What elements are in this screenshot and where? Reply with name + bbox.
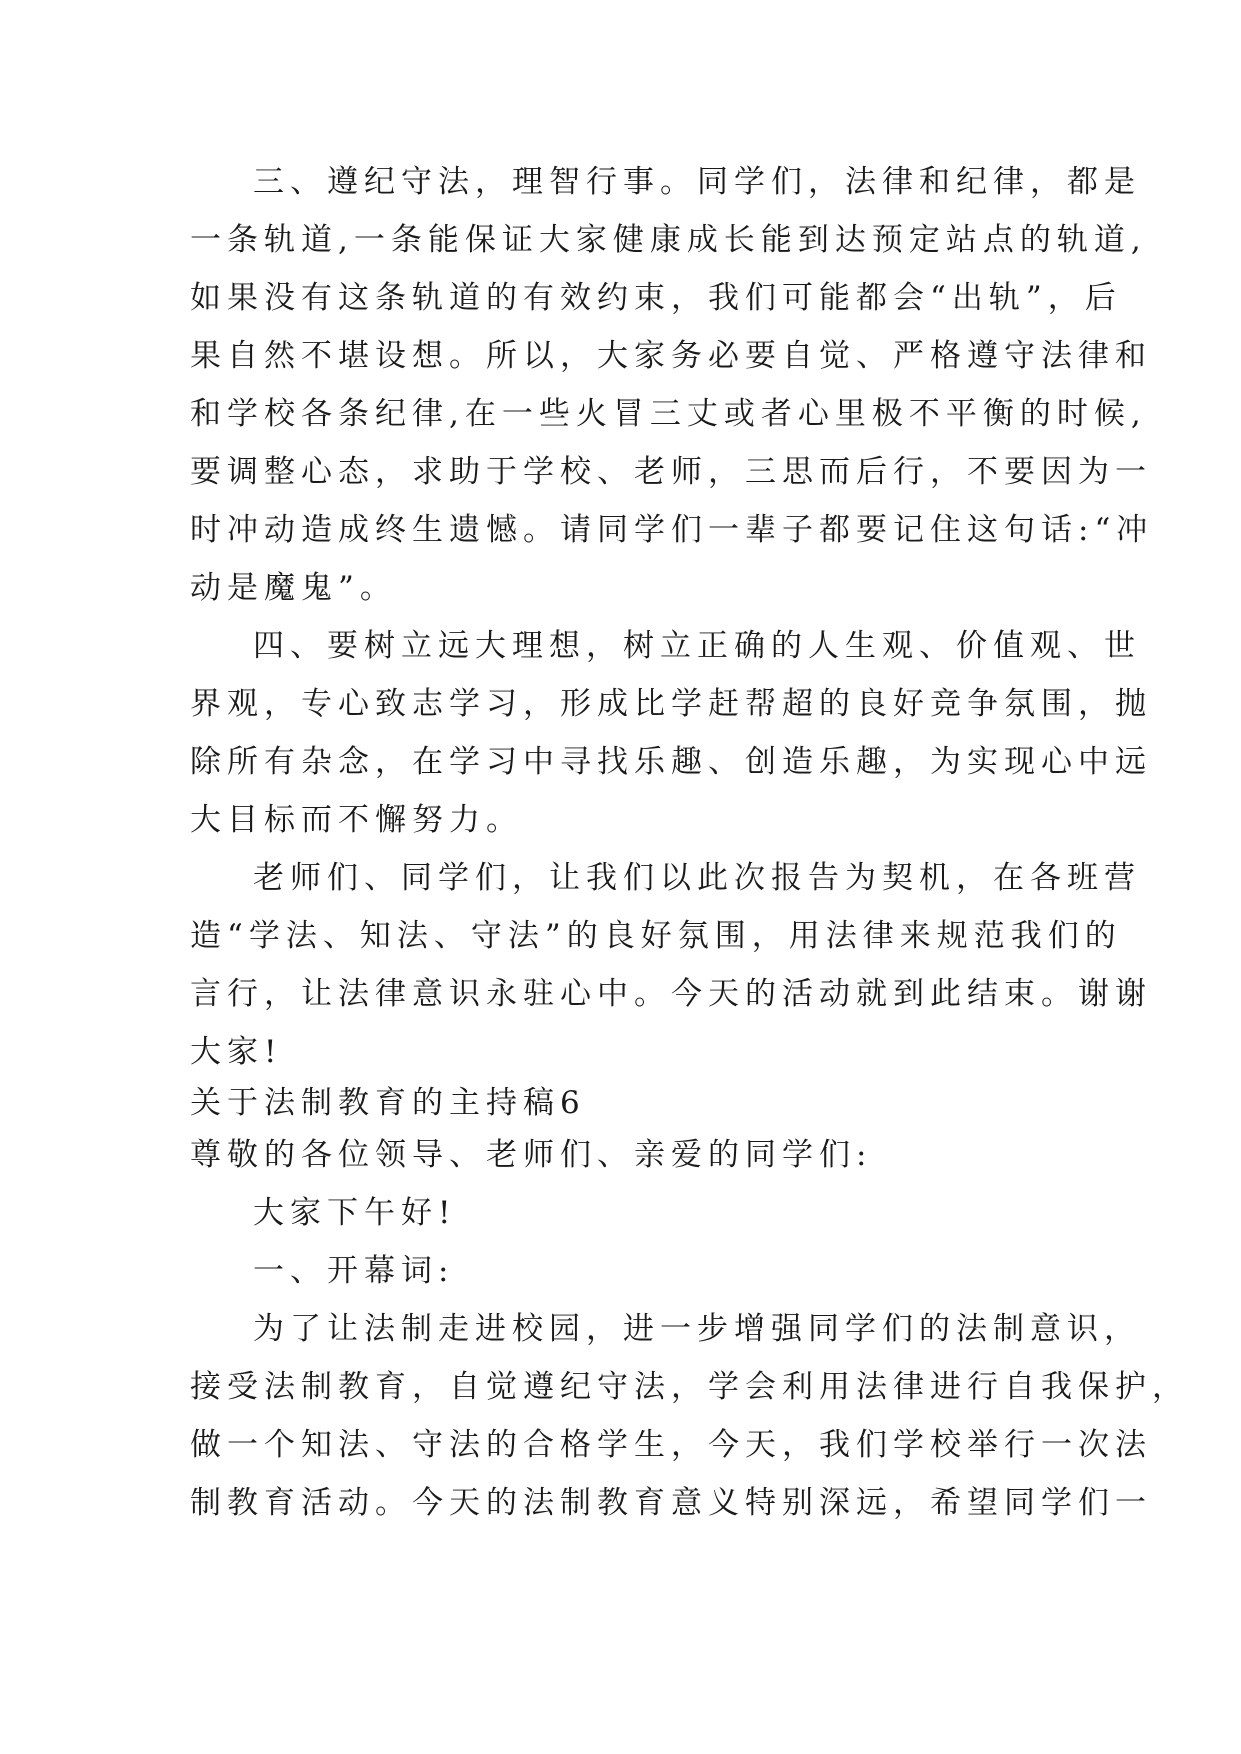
paragraph-line: 老师们、同学们，让我们以此次报告为契机，在各班营 bbox=[253, 860, 1141, 896]
paragraph-line: 大家! bbox=[190, 1034, 283, 1070]
paragraph-line: 果自然不堪设想。所以，大家务必要自觉、严格遵守法律和 bbox=[190, 338, 1152, 374]
paragraph-line: 接受法制教育，自觉遵纪守法，学会利用法律进行自我保护， bbox=[190, 1369, 1189, 1405]
paragraph-line: 三、遵纪守法，理智行事。同学们，法律和纪律，都是 bbox=[253, 164, 1141, 200]
section-heading: 关于法制教育的主持稿6 bbox=[190, 1085, 586, 1121]
paragraph-line: 造“学法、知法、守法”的良好氛围，用法律来规范我们的 bbox=[190, 918, 1122, 954]
paragraph-line: 时冲动造成终生遗憾。请同学们一辈子都要记住这句话:“冲 bbox=[190, 512, 1154, 548]
paragraph-line: 言行，让法律意识永驻心中。今天的活动就到此结束。谢谢 bbox=[190, 976, 1152, 1012]
paragraph-line: 除所有杂念，在学习中寻找乐趣、创造乐趣，为实现心中远 bbox=[190, 744, 1152, 780]
paragraph-line: 如果没有这条轨道的有效约束，我们可能都会“出轨”，后 bbox=[190, 280, 1122, 316]
paragraph-line: 动是魔鬼”。 bbox=[190, 570, 397, 606]
paragraph-line: 四、要树立远大理想，树立正确的人生观、价值观、世 bbox=[253, 628, 1141, 664]
paragraph-line: 一条轨道,一条能保证大家健康成长能到达预定站点的轨道, bbox=[190, 222, 1147, 258]
subsection-heading: 一、开幕词: bbox=[253, 1253, 455, 1289]
greeting: 大家下午好! bbox=[253, 1195, 457, 1231]
salutation: 尊敬的各位领导、老师们、亲爱的同学们: bbox=[190, 1137, 873, 1173]
paragraph-line: 为了让法制走进校园，进一步增强同学们的法制意识， bbox=[253, 1311, 1141, 1347]
paragraph-line: 和学校各条纪律,在一些火冒三丈或者心里极不平衡的时候, bbox=[190, 396, 1147, 432]
paragraph-line: 大目标而不懈努力。 bbox=[190, 802, 523, 838]
paragraph-line: 要调整心态，求助于学校、老师，三思而后行，不要因为一 bbox=[190, 454, 1152, 490]
paragraph-line: 界观，专心致志学习，形成比学赶帮超的良好竞争氛围，抛 bbox=[190, 686, 1152, 722]
paragraph-line: 做一个知法、守法的合格学生，今天，我们学校举行一次法 bbox=[190, 1427, 1152, 1463]
paragraph-line: 制教育活动。今天的法制教育意义特别深远，希望同学们一 bbox=[190, 1485, 1152, 1521]
